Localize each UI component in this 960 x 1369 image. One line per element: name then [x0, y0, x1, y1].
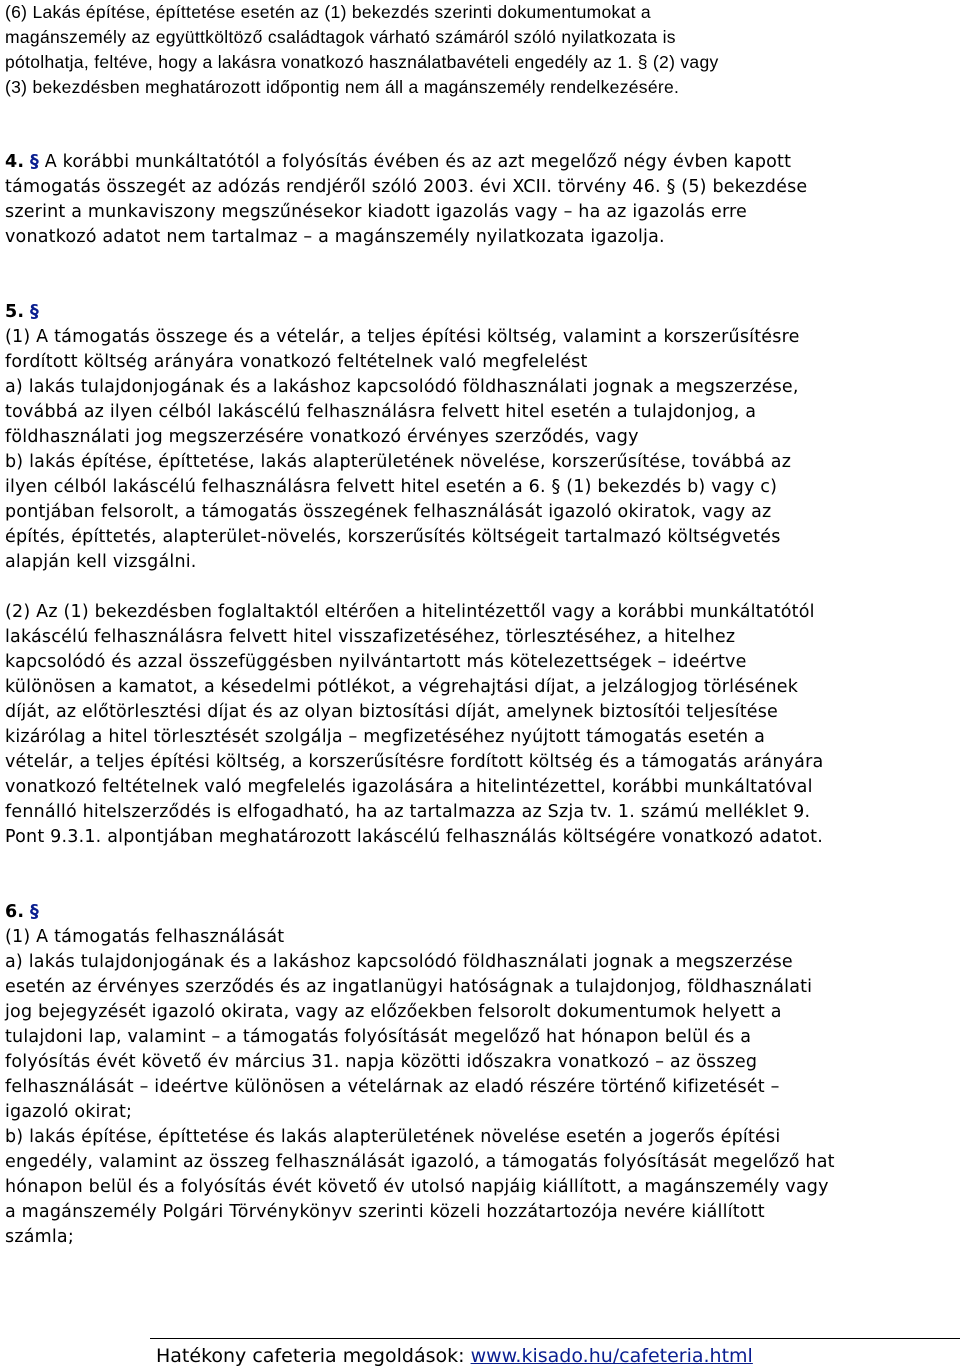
section-4-first-line — [5, 150, 957, 175]
text-line: számla; — [5, 1227, 74, 1247]
section-4 — [5, 150, 957, 250]
section-symbol: § — [30, 302, 39, 322]
text-line: a magánszemély Polgári Törvénykönyv szerinti közeli hozzátartozója nevére kiállított — [5, 1202, 765, 1222]
page-footer — [156, 1344, 753, 1369]
text-line: Pont 9.3.1. alpontjában meghatározott lakáscélú felhasználás költségére vonatkozó adatot. — [5, 827, 823, 847]
spacer — [5, 850, 957, 900]
text-line: tulajdoni lap, valamint – a támogatás folyósítását megelőző hat hónapon belül és a — [5, 1027, 752, 1047]
text-line: építés, építtetés, alapterület-növelés, korszerűsítés költségeit tartalmazó költségvetés — [5, 527, 781, 547]
section-number: 4. — [5, 152, 25, 172]
text-line: szerint a munkaviszony megszűnésekor kiadott igazolás vagy – ha az igazolás erre — [5, 202, 748, 222]
text-line: a) lakás tulajdonjogának és a lakáshoz kapcsolódó földhasználati jognak a megszerzése — [5, 952, 793, 972]
section-5 — [5, 300, 957, 575]
spacer — [5, 100, 957, 150]
footer-label: Hatékony cafeteria megoldások: — [156, 1345, 471, 1367]
text-line: (1) A támogatás összege és a vételár, a teljes építési költség, valamint a korszerűsítésre — [5, 327, 800, 347]
text-line: b) lakás építése, építtetése és lakás alapterületének növelése esetén a jogerős építési — [5, 1127, 781, 1147]
text-line: továbbá az ilyen célból lakáscélú felhasználásra felvett hitel esetén a tulajdonjog, a — [5, 402, 757, 422]
text-line: földhasználati jog megszerzésére vonatkozó érvényes szerződés, vagy — [5, 427, 639, 447]
document-page — [5, 0, 957, 1250]
text-line: folyósítás évét követő év március 31. napja közötti időszakra vonatkozó – az összeg — [5, 1052, 758, 1072]
section-symbol: § — [30, 902, 39, 922]
text-line: (6) Lakás építése, építtetése esetén az (1) bekezdés szerinti dokumentumokat a — [5, 2, 651, 22]
text-line: igazoló okirat; — [5, 1102, 133, 1122]
text-line: vonatkozó feltételnek való megfelelés igazolására a hitelintézettel, korábbi munkáltatóval — [5, 777, 813, 797]
text-line: pótolhatja, feltéve, hogy a lakásra vonatkozó használatbavételi engedély az 1. § (2) vagy — [5, 52, 719, 72]
text-line: b) lakás építése, építtetése, lakás alapterületének növelése, korszerűsítése, továbbá az — [5, 452, 792, 472]
text-line: kizárólag a hitel törlesztését szolgálja – megfizetéséhez nyújtott támogatás esetén a — [5, 727, 765, 747]
footer-link[interactable]: www.kisado.hu/cafeteria.html — [470, 1345, 753, 1367]
text-line: engedély, valamint az összeg felhasználását igazoló, a támogatás folyósítását megelőző hat — [5, 1152, 835, 1172]
text-line: fennálló hitelszerződés is elfogadható, ha az tartalmazza az Szja tv. 1. számú melléklet 9. — [5, 802, 811, 822]
text-line: felhasználását – ideértve különösen a vételárnak az eladó részére történő kifizetését – — [5, 1077, 780, 1097]
text-line: vonatkozó adatot nem tartalmaz – a magánszemély nyilatkozata igazolja. — [5, 227, 665, 247]
text-line: (2) Az (1) bekezdésben foglaltaktól eltérően a hitelintézettől vagy a korábbi munkáltatótól — [5, 602, 815, 622]
section-5-heading — [5, 300, 957, 325]
text-line: vételár, a teljes építési költség, a korszerűsítésre fordított költség és a támogatás arányára — [5, 752, 824, 772]
text-line: kapcsolódó és azzal összefüggésben nyilvántartott más kötelezettségek – ideértve — [5, 652, 747, 672]
spacer — [5, 575, 957, 600]
text-line: alapján kell vizsgálni. — [5, 552, 197, 572]
text-line: hónapon belül és a folyósítás évét követő év utolsó napjáig kiállított, a magánszemély vagy — [5, 1177, 829, 1197]
section-number: 5. — [5, 302, 25, 322]
text-line: különösen a kamatot, a késedelmi pótlékot, a végrehajtási díjat, a jelzálogjog törlésének — [5, 677, 799, 697]
text-line: pontjában felsorolt, a támogatás összegének felhasználását igazoló okiratok, vagy az — [5, 502, 772, 522]
section-symbol: § — [30, 152, 39, 172]
spacer — [5, 250, 957, 300]
section-5-paragraph-2 — [5, 600, 957, 850]
section-6-heading — [5, 900, 957, 925]
section-number: 6. — [5, 902, 25, 922]
text-line: díját, az előtörlesztési díjat és az olyan biztosítási díját, amelynek biztosítói teljesítése — [5, 702, 779, 722]
text-line: a) lakás tulajdonjogának és a lakáshoz kapcsolódó földhasználati jognak a megszerzése, — [5, 377, 799, 397]
text-line: A korábbi munkáltatótól a folyósítás évében és az azt megelőző négy évben kapott — [38, 152, 792, 172]
section-6 — [5, 900, 957, 1250]
text-line: esetén az érvényes szerződés és az ingatlanügyi hatóságnak a tulajdonjog, földhasználati — [5, 977, 813, 997]
footer-divider — [150, 1338, 960, 1339]
text-line: támogatás összegét az adózás rendjéről szóló 2003. évi XCII. törvény 46. § (5) bekezdése — [5, 177, 808, 197]
text-line: jog bejegyzését igazoló okirata, vagy az előzőekben felsorolt dokumentumok helyett a — [5, 1002, 782, 1022]
text-line: ilyen célból lakáscélú felhasználásra felvett hitel esetén a 6. § (1) bekezdés b) vagy c) — [5, 477, 778, 497]
text-line: (1) A támogatás felhasználását — [5, 927, 285, 947]
text-line: fordított költség arányára vonatkozó feltételnek való megfelelést — [5, 352, 588, 372]
text-line: magánszemély az együttköltöző családtagok várható számáról szóló nyilatkozata is — [5, 27, 676, 47]
text-line: (3) bekezdésben meghatározott időpontig nem áll a magánszemély rendelkezésére. — [5, 77, 680, 97]
paragraph-6 — [5, 0, 957, 100]
text-line: lakáscélú felhasználásra felvett hitel visszafizetéséhez, törlesztéséhez, a hitelhez — [5, 627, 736, 647]
